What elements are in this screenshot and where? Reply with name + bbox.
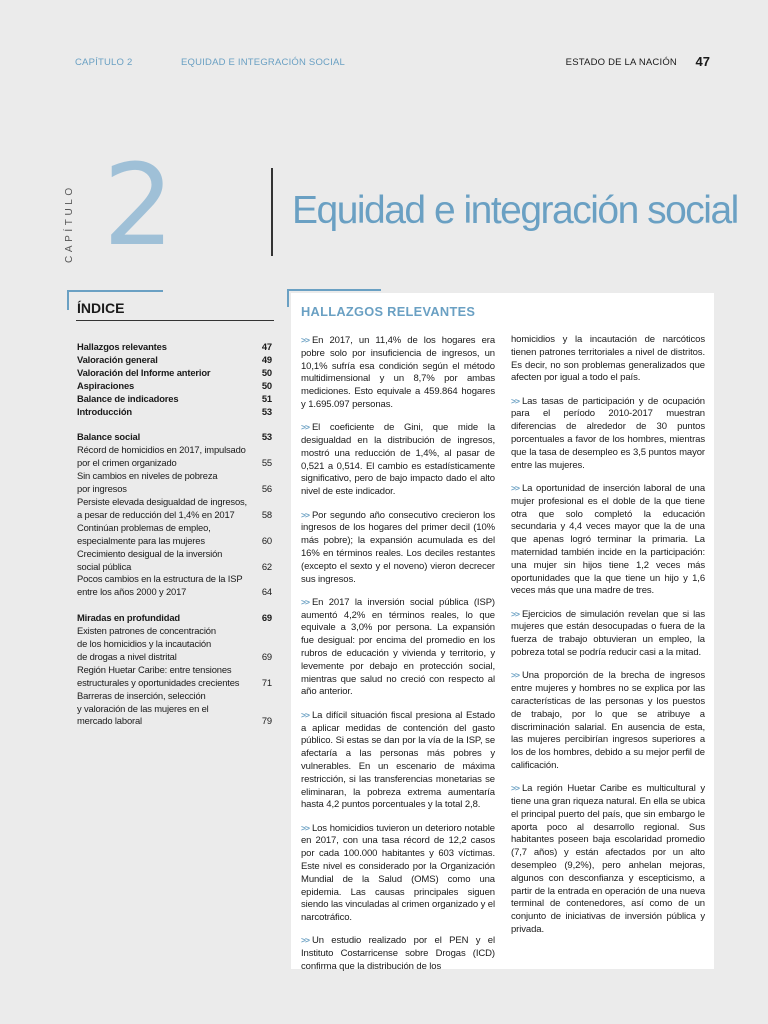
finding-marker-icon: >>: [511, 783, 519, 794]
index-item-page: 64: [261, 586, 272, 598]
index-item-page: 69: [261, 612, 272, 624]
index-item-page: 55: [261, 457, 272, 469]
chapter-number: 2: [103, 141, 175, 271]
index-item: [77, 354, 272, 367]
finding-paragraph: [511, 395, 705, 473]
index-item-label: Miradas en profundidad: [77, 612, 180, 624]
finding-paragraph: [511, 482, 705, 598]
finding-text: El coeficiente de Gini, que mide la desigualdad en la distribución de ingresos, mostró una reducción de 1,4%, al pasar de 0,521 a 0,514. El cambio es estadísticamente significativo, pero de bajo impacto dado el alto nivel de este indicador.: [301, 422, 495, 498]
index-item: [77, 664, 272, 690]
running-header-chapter: CAPÍTULO 2: [75, 57, 133, 68]
index-item-page: 62: [261, 560, 272, 572]
finding-text: En 2017 la inversión social pública (ISP) aumentó 4,2% en términos reales, lo que equivale a 3,0% por persona. La expansión fue desigual: por encima del promedio en los rubros de educación y vivienda y territorio, y levemente por debajo en protección social, mientras que salud no creció con respecto al año anterior.: [301, 596, 495, 698]
finding-paragraph: [511, 608, 705, 660]
index-item-page: 49: [261, 353, 272, 365]
index-item: [77, 522, 272, 548]
running-header-section: EQUIDAD E INTEGRACIÓN SOCIAL: [181, 57, 345, 68]
index-item-page: 69: [261, 650, 272, 662]
index-item: [77, 406, 272, 419]
index-item-page: 50: [261, 366, 272, 378]
finding-marker-icon: >>: [511, 670, 519, 681]
finding-text: Los homicidios tuvieron un deterioro notable en 2017, con una tasa récord de 12,2 casos por cada 100.000 habitantes y 603 víctimas. Este nivel es considerado por la Organización Mundial de la Salud (OMS) como una epidemia. Las causas principales siguen siendo las vinculadas al crimen organizado y el narcotráfico.: [301, 822, 495, 924]
index-item: [77, 690, 272, 729]
finding-paragraph: [301, 421, 495, 499]
index-item-label: Pocos cambios en la estructura de la ISP entre los años 2000 y 2017: [77, 573, 243, 598]
index-item: [77, 548, 272, 574]
finding-marker-icon: >>: [301, 935, 309, 946]
finding-marker-icon: >>: [511, 395, 519, 406]
finding-text: En 2017, un 11,4% de los hogares era pobre solo por insuficiencia de ingresos, un 10,1% sufría esa condición según el método multidimensional y un 8,7% por ambas mediciones. Esto equivale a 459.864 hogares y 1.695.097 personas.: [301, 335, 495, 410]
index-item-page: 53: [261, 431, 272, 443]
index-item-label: Región Huetar Caribe: entre tensiones estructurales y oportunidades crecientes: [77, 663, 240, 688]
finding-paragraph: [301, 822, 495, 925]
index-item-page: 51: [261, 392, 272, 404]
index-title: ÍNDICE: [77, 300, 125, 316]
index-item-label: Hallazgos relevantes: [77, 341, 167, 352]
running-header-report: ESTADO DE LA NACIÓN: [565, 57, 677, 68]
chapter-vertical-label: CAPÍTULO: [64, 184, 75, 263]
finding-text: La difícil situación fiscal presiona al Estado a aplicar medidas de contención del gasto público. Si estas se dan por la vía de la ISP, se afectaría a las personas más pobres y vulnerables. En un escenario de máxima restricción, si las transferencias monetarias se eliminaran, la pobreza extrema aumentaría hasta 4,2 puntos porcentuales y la total 2,8.: [301, 709, 495, 811]
index-item-page: 50: [261, 379, 272, 391]
index-item-page: 58: [261, 508, 272, 520]
index-item-page: 71: [261, 676, 272, 688]
findings-column-left: [301, 334, 495, 983]
index-accent-vertical: [67, 290, 69, 310]
index-item-label: Récord de homicidios en 2017, impulsado por el crimen organizado: [77, 444, 246, 469]
finding-text: Las tasas de participación y de ocupación para el período 2010-2017 muestran diferencias de alrededor de 30 puntos porcentuales a favor de los hombres, mientras que la tasa de desempleo es 3,5 puntos mayor entre las mujeres.: [511, 395, 705, 471]
index-item-label: Valoración del Informe anterior: [77, 366, 211, 378]
finding-text: Ejercicios de simulación revelan que si las mujeres que están desocupadas o fuera de la fuerza de trabajo obtuvieran un empleo, la pobreza total se podría reducir casi a la mitad.: [511, 608, 705, 659]
finding-paragraph: [301, 596, 495, 699]
finding-paragraph: [301, 709, 495, 812]
index-item-label: Balance de indicadores: [77, 392, 179, 404]
index-item-label: Balance social: [77, 431, 141, 443]
finding-text: La región Huetar Caribe es multicultural y tiene una gran riqueza natural. En ella se ubica el principal puerto del país, que sin embargo le aporta poco al desarrollo regional. Sus habitantes poseen baja escolaridad promedio (7,7 años) y están afectados por un alto desempleo (9,2%), pero anhelan mejoras, algunos con desconfianza y escepticismo, a partir de la entrada en operación de una nueva terminal de contenedores, así como de un conjunto de iniciativas de inversión pública y privada.: [511, 783, 705, 935]
index-accent-horizontal: [67, 290, 163, 292]
index-rule: [76, 320, 274, 321]
finding-text: Una proporción de la brecha de ingresos entre mujeres y hombres no se explica por las características de las personas y los puestos de trabajo, por lo que se atribuye a discriminación salarial. En ausencia de esta, las mujeres percibirían ingresos superiores a los de los hombres, debido a su mejor perfil de calificación.: [511, 670, 705, 771]
finding-paragraph: [301, 334, 495, 412]
finding-continuation: homicidios y la incautación de narcóticos tienen patrones territoriales a nivel de distritos. Es decir, no son problemas generalizados que afecten por igual a todo el país.: [511, 334, 705, 384]
index-item: [77, 573, 272, 599]
finding-marker-icon: >>: [511, 482, 519, 493]
index-list: [77, 341, 272, 728]
findings-column-right: [511, 334, 705, 946]
page-number: 47: [695, 54, 710, 69]
index-item: [77, 470, 272, 496]
index-item-page: 47: [261, 341, 272, 352]
findings-accent-vertical: [287, 289, 289, 307]
index-item-page: 79: [261, 715, 272, 727]
index-item: [77, 393, 272, 406]
finding-text: Un estudio realizado por el PEN y el Instituto Costarricense sobre Drogas (ICD) confirma que la distribución de los: [301, 935, 495, 973]
finding-paragraph: [511, 669, 705, 772]
index-item-page: 53: [261, 405, 272, 417]
finding-marker-icon: >>: [301, 509, 309, 520]
findings-accent-horizontal: [287, 289, 381, 291]
finding-text: Por segundo año consecutivo crecieron los ingresos de los hogares del primer decil (10% más pobre); la expansión acumulada es del 16% en términos reales. Los deciles restantes (excepto el sexto y el noveno) vieron decrecer sus ingresos.: [301, 509, 495, 585]
finding-paragraph: [301, 509, 495, 587]
index-item: [77, 431, 272, 444]
index-item-label: Existen patrones de concentración de los homicidios y la incautación de drogas a nivel distrital: [77, 625, 216, 662]
index-item-page: 60: [261, 534, 272, 546]
finding-marker-icon: >>: [301, 422, 309, 433]
finding-paragraph: [511, 782, 705, 937]
finding-marker-icon: >>: [301, 335, 309, 345]
index-item: [77, 444, 272, 470]
index-item-label: Aspiraciones: [77, 379, 135, 391]
index-item-label: Barreras de inserción, selección y valoración de las mujeres en el mercado laboral: [77, 689, 209, 727]
index-item-label: Sin cambios en niveles de pobreza por ingresos: [77, 470, 218, 495]
index-item: [77, 341, 272, 354]
findings-title: HALLAZGOS RELEVANTES: [301, 304, 476, 319]
index-item: [77, 625, 272, 664]
index-item-label: Persiste elevada desigualdad de ingresos, a pesar de reducción del 1,4% en 2017: [77, 495, 248, 520]
index-item-label: Introducción: [77, 405, 132, 417]
index-item-label: Valoración general: [77, 353, 158, 365]
finding-marker-icon: >>: [511, 608, 519, 619]
index-item: [77, 380, 272, 393]
index-item-label: Continúan problemas de empleo, especialmente para las mujeres: [77, 521, 211, 546]
finding-marker-icon: >>: [301, 709, 309, 720]
index-item: [77, 496, 272, 522]
finding-marker-icon: >>: [301, 596, 309, 607]
index-item-page: 56: [261, 483, 272, 495]
index-item: [77, 612, 272, 625]
finding-paragraph: [301, 934, 495, 973]
finding-marker-icon: >>: [301, 822, 309, 833]
title-divider: [271, 168, 273, 256]
chapter-title: Equidad e integración social: [292, 189, 738, 232]
index-item: [77, 367, 272, 380]
finding-text: La oportunidad de inserción laboral de una mujer profesional es el doble de la que tiene otra que solo completó la educación secundaria y 4,4 veces mayor que la de una que apenas logró terminar la primaria. La maternidad también incide en la participación: una mujer sin hijos tiene 1,2 veces más oportunidades que la que tiene un hijo y 1,6 veces más que una madre de tres.: [511, 482, 705, 597]
index-item-label: Crecimiento desigual de la inversión social pública: [77, 547, 223, 572]
